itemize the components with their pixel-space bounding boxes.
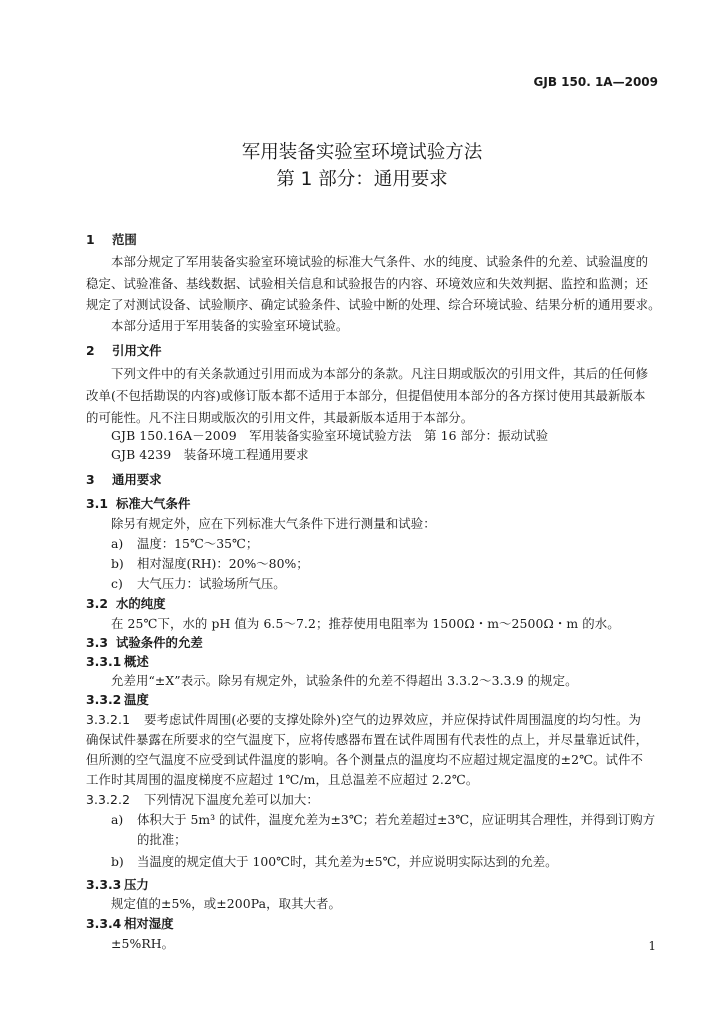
paragraph-line: 除另有规定外，应在下列标准大气条件下进行测量和试验：: [111, 516, 436, 531]
paragraph-line: 本部分适用于军用装备的实验室环境试验。: [111, 318, 349, 333]
paragraph-line: 稳定、试验准备、基线数据、试验相关信息和试验报告的内容、环境效应和失效判据、监控和监测；还: [86, 276, 649, 291]
list-item: b) 当温度的规定值大于 100℃时，其允差为±5℃，并应说明实际达到的允差。: [111, 854, 558, 869]
heading-pressure: 3.3.3 压力: [86, 877, 149, 892]
reference-entry: GJB 4239 装备环境工程通用要求: [111, 447, 309, 462]
heading-standard-atmosphere: 3.1 标准大气条件: [86, 496, 191, 511]
paragraph-line: 本部分规定了军用装备实验室环境试验的标准大气条件、水的纯度、试验条件的允差、试验温度的: [111, 254, 649, 269]
paragraph-line: 但所测的空气温度不应受到试件温度的影响。各个测量点的温度均不应超过规定温度的±2℃。试件不: [86, 752, 644, 767]
paragraph-line: 的可能性。凡不注日期或版次的引用文件，其最新版本适用于本部分。: [86, 410, 474, 425]
heading-test-tolerance: 3.3 试验条件的允差: [86, 635, 203, 650]
list-item: a) 体积大于 5m³ 的试件，温度允差为±3℃；若允差超过±3℃，应证明其合理性，并得到订购方: [111, 812, 656, 827]
heading-temperature: 3.3.2 温度: [86, 692, 149, 707]
page-number: 1: [648, 939, 656, 953]
paragraph-line: 允差用“±X”表示。除另有规定外，试验条件的允差不得超出 3.3.2～3.3.9 的规定。: [111, 673, 578, 688]
heading-scope: 1 范围: [86, 232, 137, 247]
heading-water-purity: 3.2 水的纯度: [86, 596, 166, 611]
heading-general-requirements: 3 通用要求: [86, 472, 162, 487]
heading-overview: 3.3.1 概述: [86, 654, 149, 669]
document-title: 军用装备实验室环境试验方法: [241, 142, 483, 163]
reference-entry: GJB 150.16A－2009 军用装备实验室环境试验方法 第 16 部分：振动试验: [111, 428, 549, 443]
paragraph-line: 改单(不包括勘误的内容)或修订版本都不适用于本部分，但提倡使用本部分的各方探讨使用其最新版本: [86, 388, 646, 403]
paragraph-line: 3.3.2.1 要考虑试件周围(必要的支撑处除外)空气的边界效应，并应保持试件周围温度的均匀性。为: [86, 712, 642, 727]
list-item: c) 大气压力：试验场所气压。: [111, 576, 286, 591]
paragraph-line: 工作时其周围的温度梯度不应超过 1℃/m，且总温差不应超过 2.2℃。: [86, 772, 479, 787]
list-item: a) 温度：15℃～35℃；: [111, 536, 259, 551]
paragraph-line: 3.3.2.2 下列情况下温度允差可以加大：: [86, 792, 319, 807]
paragraph-line: 规定了对测试设备、试验顺序、确定试验条件、试验中断的处理、综合环境试验、结果分析的通用要求。: [86, 297, 661, 312]
paragraph-line: 下列文件中的有关条款通过引用而成为本部分的条款。凡注日期或版次的引用文件，其后的任何修: [111, 366, 649, 381]
paragraph-line: 规定值的±5%，或±200Pa，取其大者。: [111, 896, 342, 911]
paragraph-line: 确保试件暴露在所要求的空气温度下，应将传感器布置在试件周围有代表性的点上，并尽量靠近试件，: [86, 732, 649, 747]
standard-code: GJB 150. 1A—2009: [533, 75, 658, 89]
heading-normative-references: 2 引用文件: [86, 343, 162, 358]
paragraph-line: ±5%RH。: [111, 936, 175, 951]
list-item-continuation: 的批准；: [137, 832, 187, 847]
document-subtitle: 第 1 部分：通用要求: [276, 169, 448, 190]
paragraph-line: 在 25℃下，水的 pH 值为 6.5～7.2；推荐使用电阻率为 1500Ω・m～2500Ω・m 的水。: [111, 616, 620, 631]
list-item: b) 相对湿度(RH)：20%～80%；: [111, 556, 309, 571]
heading-relative-humidity: 3.3.4 相对湿度: [86, 916, 174, 931]
